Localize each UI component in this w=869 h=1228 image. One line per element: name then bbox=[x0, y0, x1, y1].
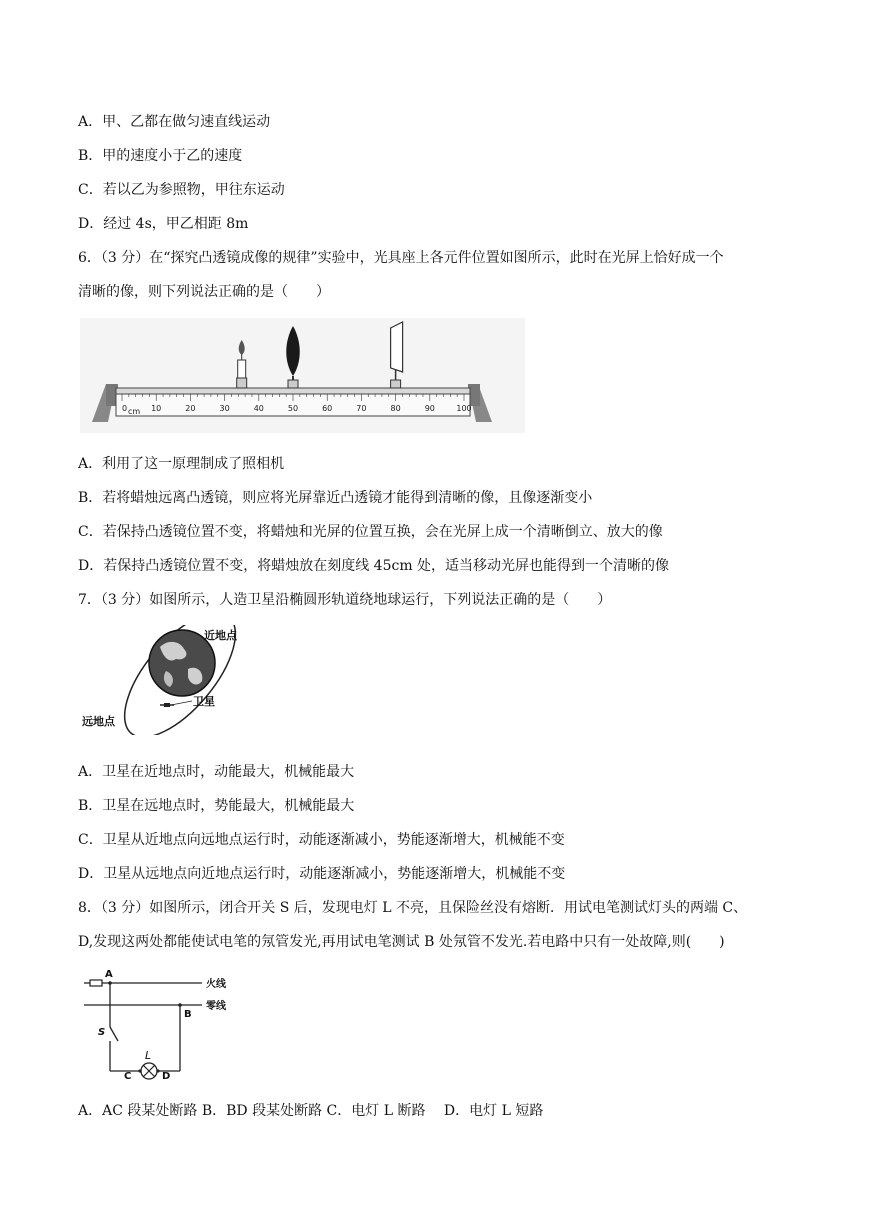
ruler-tick-label: 90 bbox=[424, 404, 435, 413]
switch-s bbox=[110, 1027, 118, 1041]
q5-option-d: D．经过 4s，甲乙相距 8m bbox=[78, 216, 249, 232]
apogee-label: 远地点 bbox=[82, 715, 115, 728]
ruler-tick-label: 40 bbox=[253, 404, 264, 413]
ruler-tick-label: 50 bbox=[287, 404, 299, 413]
optical-bench-figure bbox=[80, 318, 525, 433]
bench-rail bbox=[116, 388, 470, 394]
ruler-tick-label: 100 bbox=[456, 404, 472, 413]
q7-option-c: C．卫星从近地点向远地点运行时，动能逐渐减小，势能逐渐增大，机械能不变 bbox=[78, 832, 565, 848]
label-d: D bbox=[162, 1071, 171, 1082]
live-wire-label: 火线 bbox=[206, 979, 226, 990]
q6-stem-line1: 6．（3 分）在“探究凸透镜成像的规律”实验中，光具座上各元件位置如图所示，此时在光屏上恰好成一个 bbox=[78, 250, 724, 266]
q8-options: A．AC 段某处断路 B．BD 段某处断路 C．电灯 L 断路 D．电灯 L 短路 bbox=[78, 1103, 544, 1119]
label-c: C bbox=[124, 1071, 132, 1082]
lamp-icon bbox=[141, 1063, 157, 1079]
q6-option-d: D．若保持凸透镜位置不变，将蜡烛放在刻度线 45cm 处，适当移动光屏也能得到一个清晰的像 bbox=[78, 558, 670, 574]
label-l: L bbox=[145, 1049, 152, 1062]
satellite-orbit-figure bbox=[80, 625, 290, 735]
q5-option-c: C．若以乙为参照物，甲往东运动 bbox=[78, 182, 285, 198]
q6-stem-line2: 清晰的像，则下列说法正确的是（ ） bbox=[78, 284, 330, 300]
ruler-tick-label: 0 bbox=[122, 404, 128, 413]
q5-option-b: B．甲的速度小于乙的速度 bbox=[78, 148, 243, 164]
q7-option-d: D．卫星从远地点向近地点运行时，动能逐渐减小，势能逐渐增大，机械能不变 bbox=[78, 866, 566, 882]
ruler-tick-label: 10 bbox=[151, 404, 162, 413]
circuit-figure bbox=[84, 965, 264, 1083]
q5-option-a: A．甲、乙都在做匀速直线运动 bbox=[78, 114, 271, 130]
fuse bbox=[90, 980, 102, 986]
label-b: B bbox=[184, 1009, 192, 1020]
q7-option-b: B．卫星在远地点时，势能最大，机械能最大 bbox=[78, 798, 355, 814]
q8-stem-line1: 8．（3 分）如图所示，闭合开关 S 后，发现电灯 L 不亮，且保险丝没有熔断．用试电笔测试灯头的两端 C、 bbox=[78, 900, 748, 916]
satellite-label: 卫星 bbox=[193, 695, 215, 708]
q7-option-a: A．卫星在近地点时，动能最大，机械能最大 bbox=[78, 764, 355, 780]
q7-stem: 7．（3 分）如图所示，人造卫星沿椭圆形轨道绕地球运行，下列说法正确的是（ ） bbox=[78, 592, 612, 608]
label-a: A bbox=[105, 969, 113, 980]
q6-option-c: C．若保持凸透镜位置不变，将蜡烛和光屏的位置互换，会在光屏上成一个清晰倒立、放大的像 bbox=[78, 524, 663, 540]
ruler-tick-label: 80 bbox=[390, 404, 401, 413]
label-s: S bbox=[98, 1027, 106, 1038]
neutral-wire-label: 零线 bbox=[206, 1001, 226, 1012]
q8-stem-line2: D,发现这两处都能使试电笔的氖管发光,再用试电笔测试 B 处氖管不发光.若电路中只有一处故障,则( ) bbox=[78, 934, 725, 950]
q6-option-a: A．利用了这一原理制成了照相机 bbox=[78, 456, 285, 472]
ruler-tick-label: 60 bbox=[322, 404, 333, 413]
ruler-tick-label: 20 bbox=[185, 404, 196, 413]
q6-option-b: B．若将蜡烛远离凸透镜，则应将光屏靠近凸透镜才能得到清晰的像，且像逐渐变小 bbox=[78, 490, 593, 506]
ruler-tick-label: 30 bbox=[219, 404, 230, 413]
perigee-label: 近地点 bbox=[204, 629, 237, 642]
ruler-unit-label: cm bbox=[128, 407, 141, 416]
ruler-tick-label: 70 bbox=[356, 404, 367, 413]
